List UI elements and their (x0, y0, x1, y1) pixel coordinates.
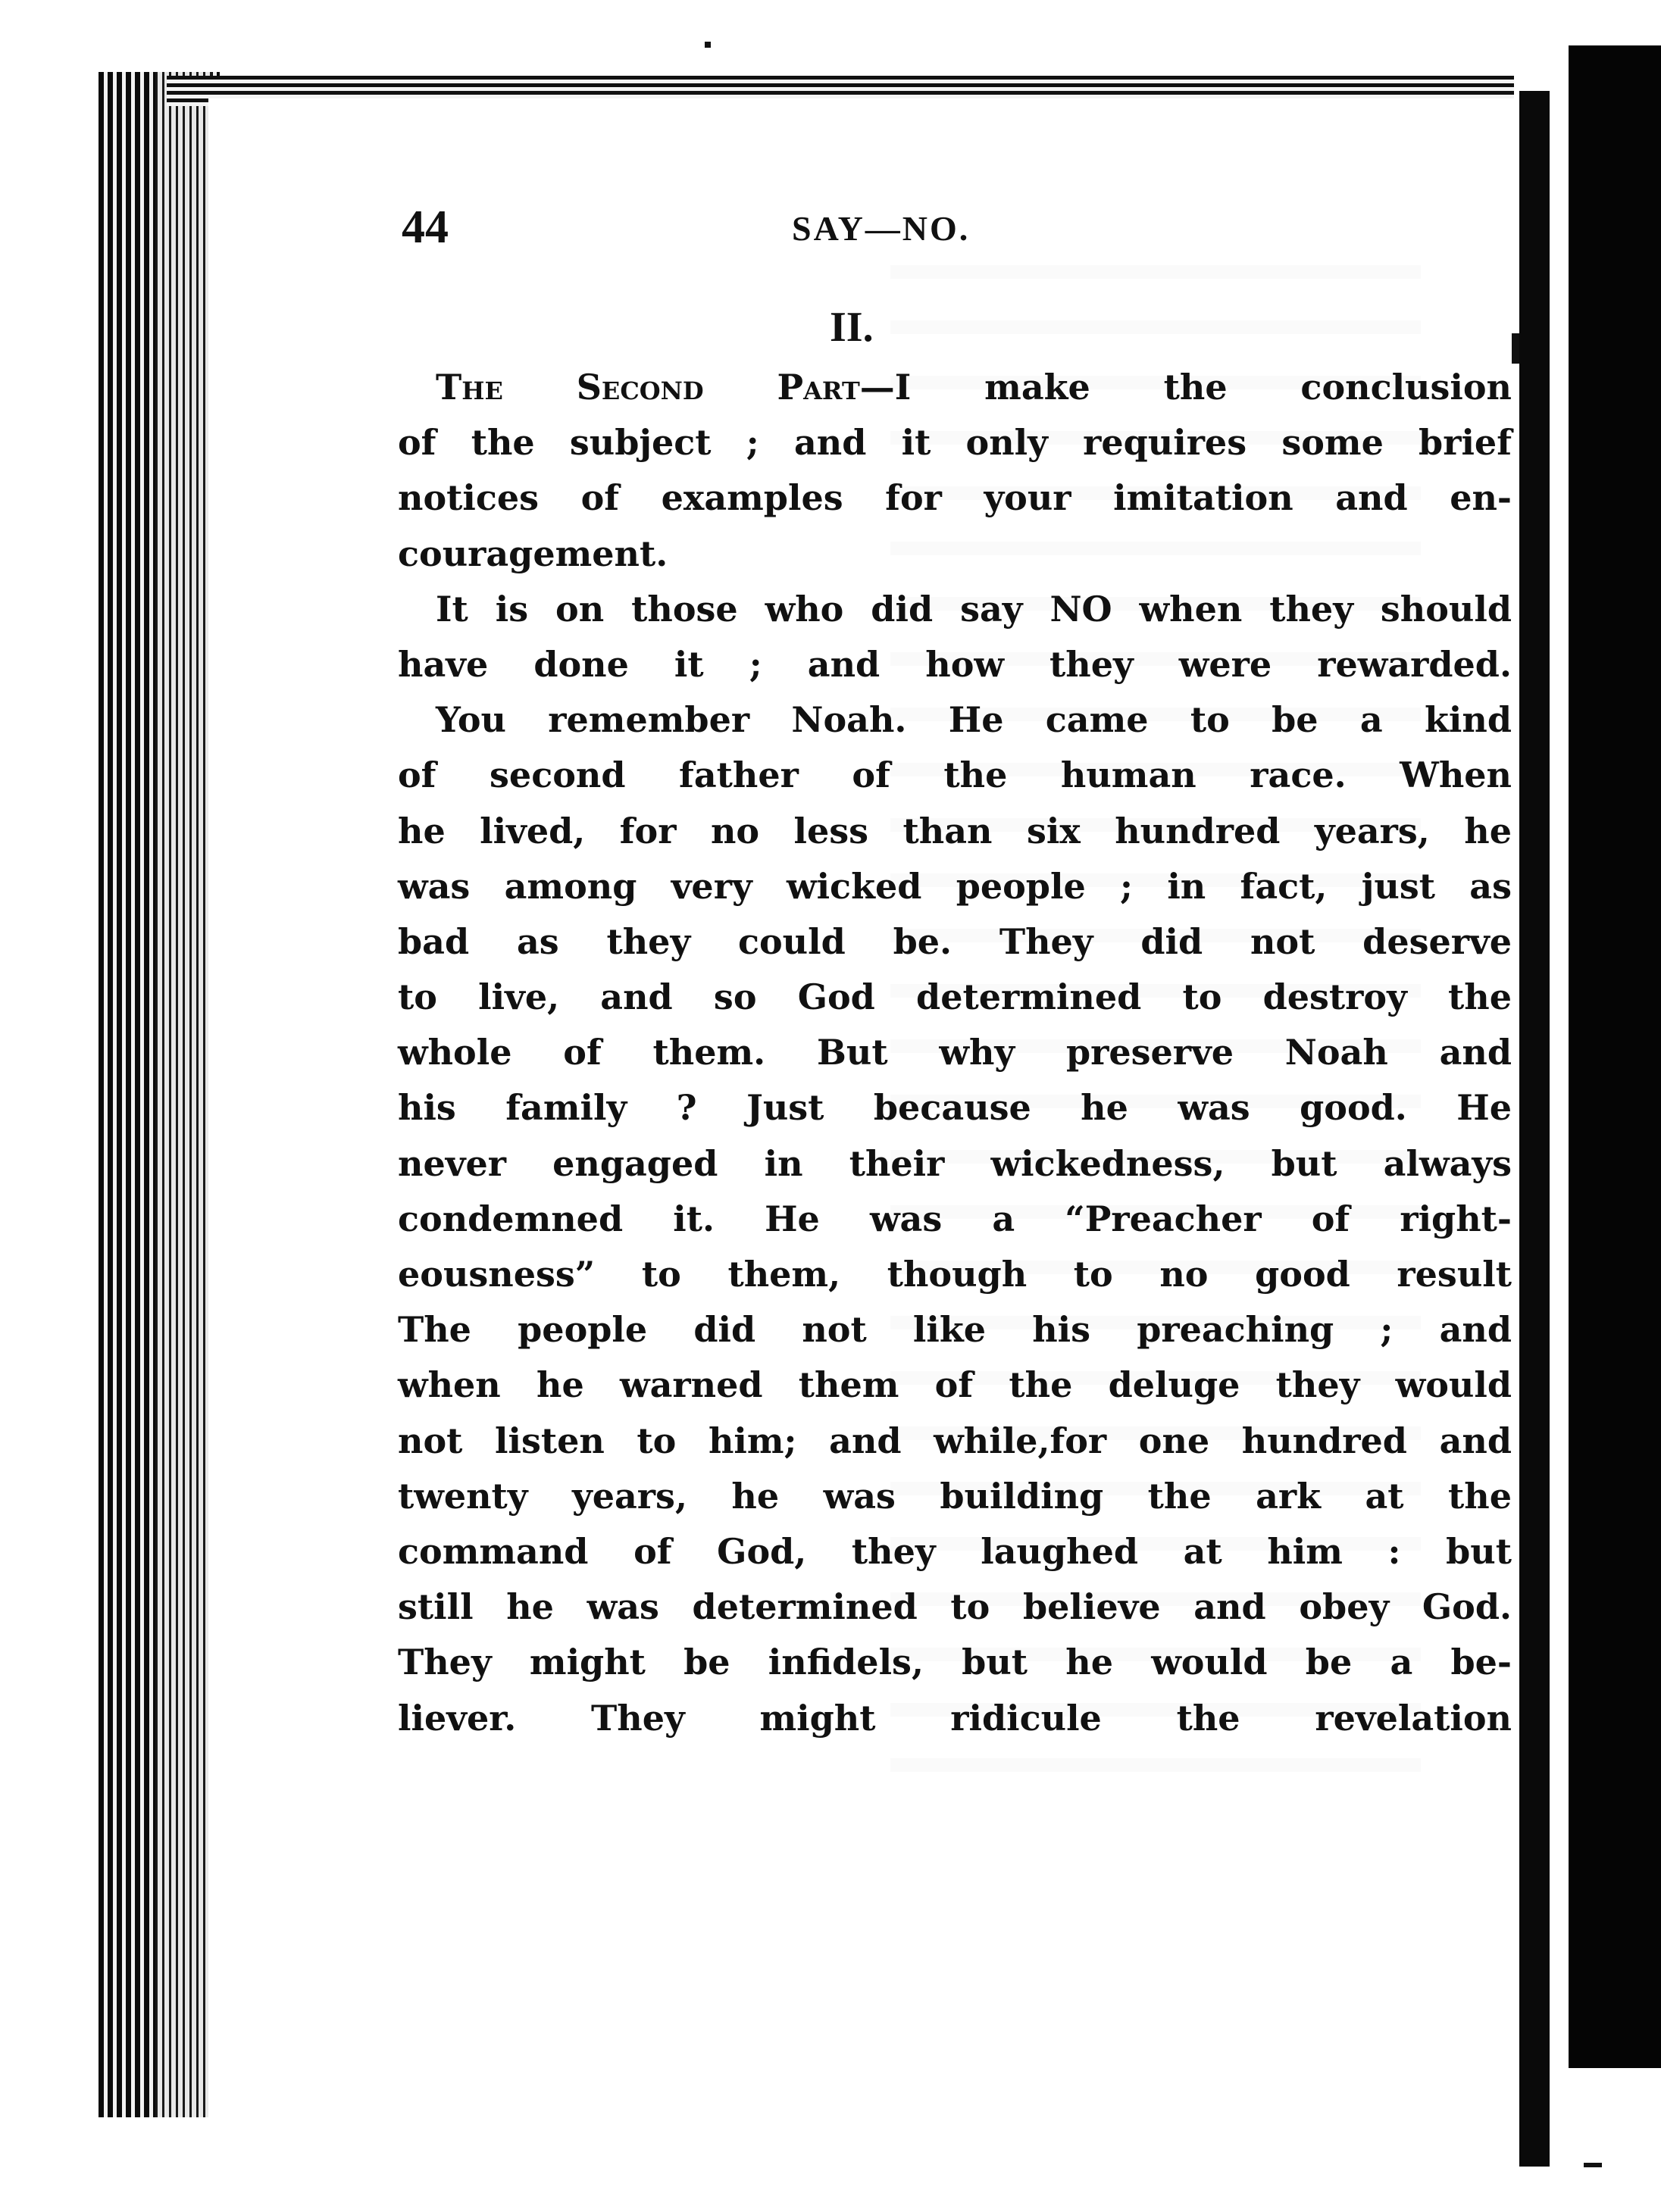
right-scan-border (1569, 45, 1661, 2159)
scan-corner (1553, 2068, 1661, 2212)
text-line: couragement. (398, 533, 668, 574)
text-line: never engaged in their wickedness, but always (398, 1142, 1512, 1184)
text-line: liever. They might ridicule the revelation (398, 1697, 1512, 1739)
text-line: he lived, for no less than six hundred years, he (398, 810, 1512, 851)
text-line: have done it ; and how they were rewarded. (398, 643, 1512, 685)
body-text (398, 360, 1512, 1746)
text-line: bad as they could be. They did not deserve (398, 920, 1512, 962)
text-line: They might be infidels, but he would be a be- (398, 1642, 1512, 1683)
book-page-edges-inner (155, 72, 212, 2117)
running-head: SAY—NO. (792, 209, 971, 248)
text-line: It is on those who did say NO when they should (436, 588, 1512, 630)
text-line: You remember Noah. He came to be a kind (436, 699, 1512, 741)
page-header (208, 201, 1519, 261)
text-line: to live, and so God determined to destroy the (398, 976, 1512, 1018)
scan-speck (705, 42, 711, 48)
text-line: of second father of the human race. When (398, 755, 1512, 796)
text-line: when he warned them of the deluge they would (398, 1364, 1512, 1406)
scan-speck (1512, 333, 1519, 364)
section-number: II. (830, 304, 874, 351)
text-line: of the subject ; and it only requires some brief (398, 422, 1512, 464)
text-line: eousness” to them, though to no good result (398, 1254, 1512, 1295)
text-line: command of God, they laughed at him : but (398, 1530, 1512, 1572)
page (208, 98, 1519, 2144)
text-line: not listen to him; and while,for one hundred and (398, 1420, 1512, 1461)
text-line: still he was determined to believe and obey God. (398, 1586, 1512, 1628)
text-line: The Second Part—I make the conclusion (436, 367, 1512, 408)
page-number: 44 (402, 202, 449, 253)
text-line: his family ? Just because he was good. He (398, 1087, 1512, 1129)
text-line: whole of them. But why preserve Noah and (398, 1032, 1512, 1073)
text-line: notices of examples for your imitation and en- (398, 477, 1512, 519)
right-binding-shadow (1519, 91, 1550, 2167)
text-line: was among very wicked people ; in fact, just as (398, 865, 1512, 907)
text-line: condemned it. He was a “Preacher of right- (398, 1198, 1512, 1239)
scan-speck (1584, 2163, 1602, 2167)
lead-in: The Second Part (436, 367, 860, 408)
text-line: twenty years, he was building the ark at the (398, 1475, 1512, 1517)
text-line: The people did not like his preaching ; and (398, 1309, 1512, 1351)
